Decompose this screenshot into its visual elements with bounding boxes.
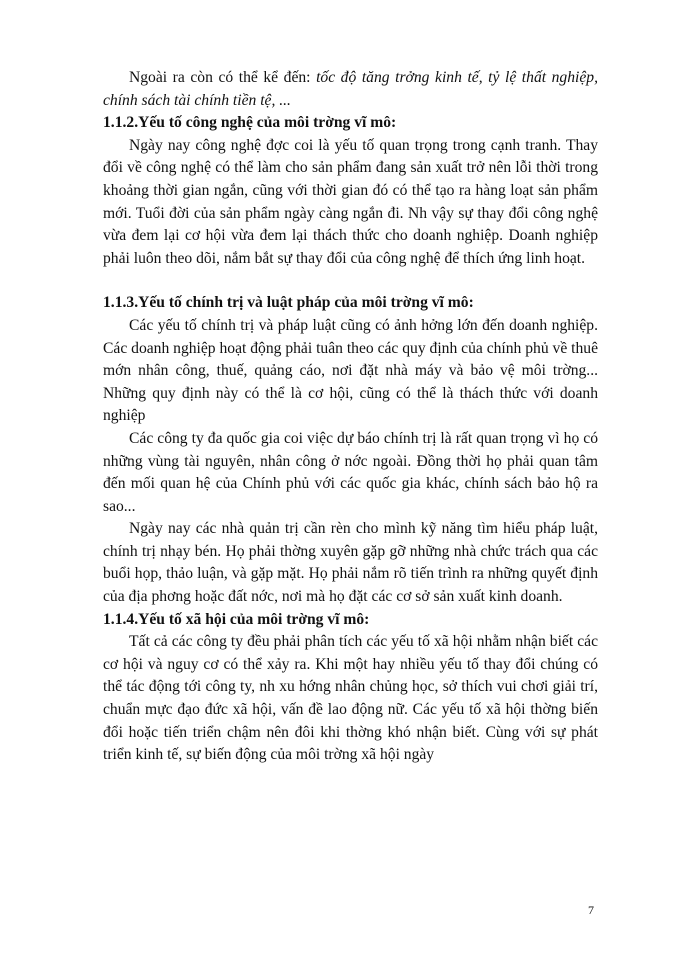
section-spacer [103,270,598,292]
page-body [103,67,598,767]
section-heading-society: 1.1.4.Yếu tố xã hội của môi trờng vĩ mô: [103,610,370,628]
intro-lead: Ngoài ra còn có thể kể đến: [129,69,317,86]
section-heading-politics-law: 1.1.3.Yếu tố chính trị và luật pháp của môi trờng vĩ mô: [103,294,474,312]
page-number: 7 [588,903,594,917]
politics-paragraph-3: Ngày nay các nhà quản trị cần rèn cho mình kỹ năng tìm hiểu pháp luật, chính trị nhạy bén. Họ phải thờng xuyên gặp gỡ những nhà chức trách qua các buổi họp, thảo luận, và gặp mặt. Họ phải nắm rõ tiến trình ra những quyết định của địa phơng hoặc đất nớc, nơi mà họ đặt các cơ sở sản xuất kinh doanh. [103,520,598,606]
politics-paragraph-1: Các yếu tố chính trị và pháp luật cũng có ảnh hởng lớn đến doanh nghiệp. Các doanh nghiệp hoạt động phải tuân theo các quy định của chính phủ về thuê mớn nhân công, thuế, quảng cáo, nơi đặt nhà máy và bảo vệ môi trờng... Những quy định này có thể là cơ hội, cũng có thể là thách thức với doanh nghiệp [103,316,598,425]
politics-paragraph-2: Các công ty đa quốc gia coi việc dự báo chính trị là rất quan trọng vì họ có những vùng tài nguyên, nhân công ở nớc ngoài. Đồng thời họ phải quan tâm đến mối quan hệ của Chính phủ với các quốc gia khác, chính sách bảo hộ ra sao... [103,429,598,515]
technology-paragraph: Ngày nay công nghệ đợc coi là yếu tố quan trọng trong cạnh tranh. Thay đổi về công nghệ có thể làm cho sản phẩm đang sản xuất trở nên lỗi thời trong khoảng thời gian ngắn, cũng với thời gian đó có thể tạo ra hàng loạt sản phẩm mới. Tuổi đời của sản phẩm ngày càng ngắn đi. Nh vậy sự thay đổi công nghệ vừa đem lại cơ hội vừa đem lại thách thức cho doanh nghiệp. Doanh nghiệp phải luôn theo dõi, nắm bắt sự thay đổi của công nghệ để thích ứng linh hoạt. [103,136,598,267]
intro-paragraph [103,67,598,112]
society-paragraph: Tất cả các công ty đều phải phân tích các yếu tố xã hội nhằm nhận biết các cơ hội và nguy cơ có thể xảy ra. Khi một hay nhiều yếu tố thay đổi chúng có thể tác động tới công ty, nh xu hớng nhân chủng học, sở thích vui chơi giải trí, chuẩn mực đạo đức xã hội, vấn đề lao động nữ. Các yếu tố xã hội thờng biến đổi hoặc tiến triển chậm nên đôi khi thờng khó nhận biết. Cùng với sự phát triển kinh tế, sự biến động của môi trờng xã hội ngày [103,633,598,764]
intro-emphasis: tốc độ tăng trởng kinh tế, tỷ lệ thất nghiệp, chính sách tài chính tiền tệ, ... [103,69,598,109]
section-heading-technology: 1.1.2.Yếu tố công nghệ của môi trờng vĩ mô: [103,114,397,132]
